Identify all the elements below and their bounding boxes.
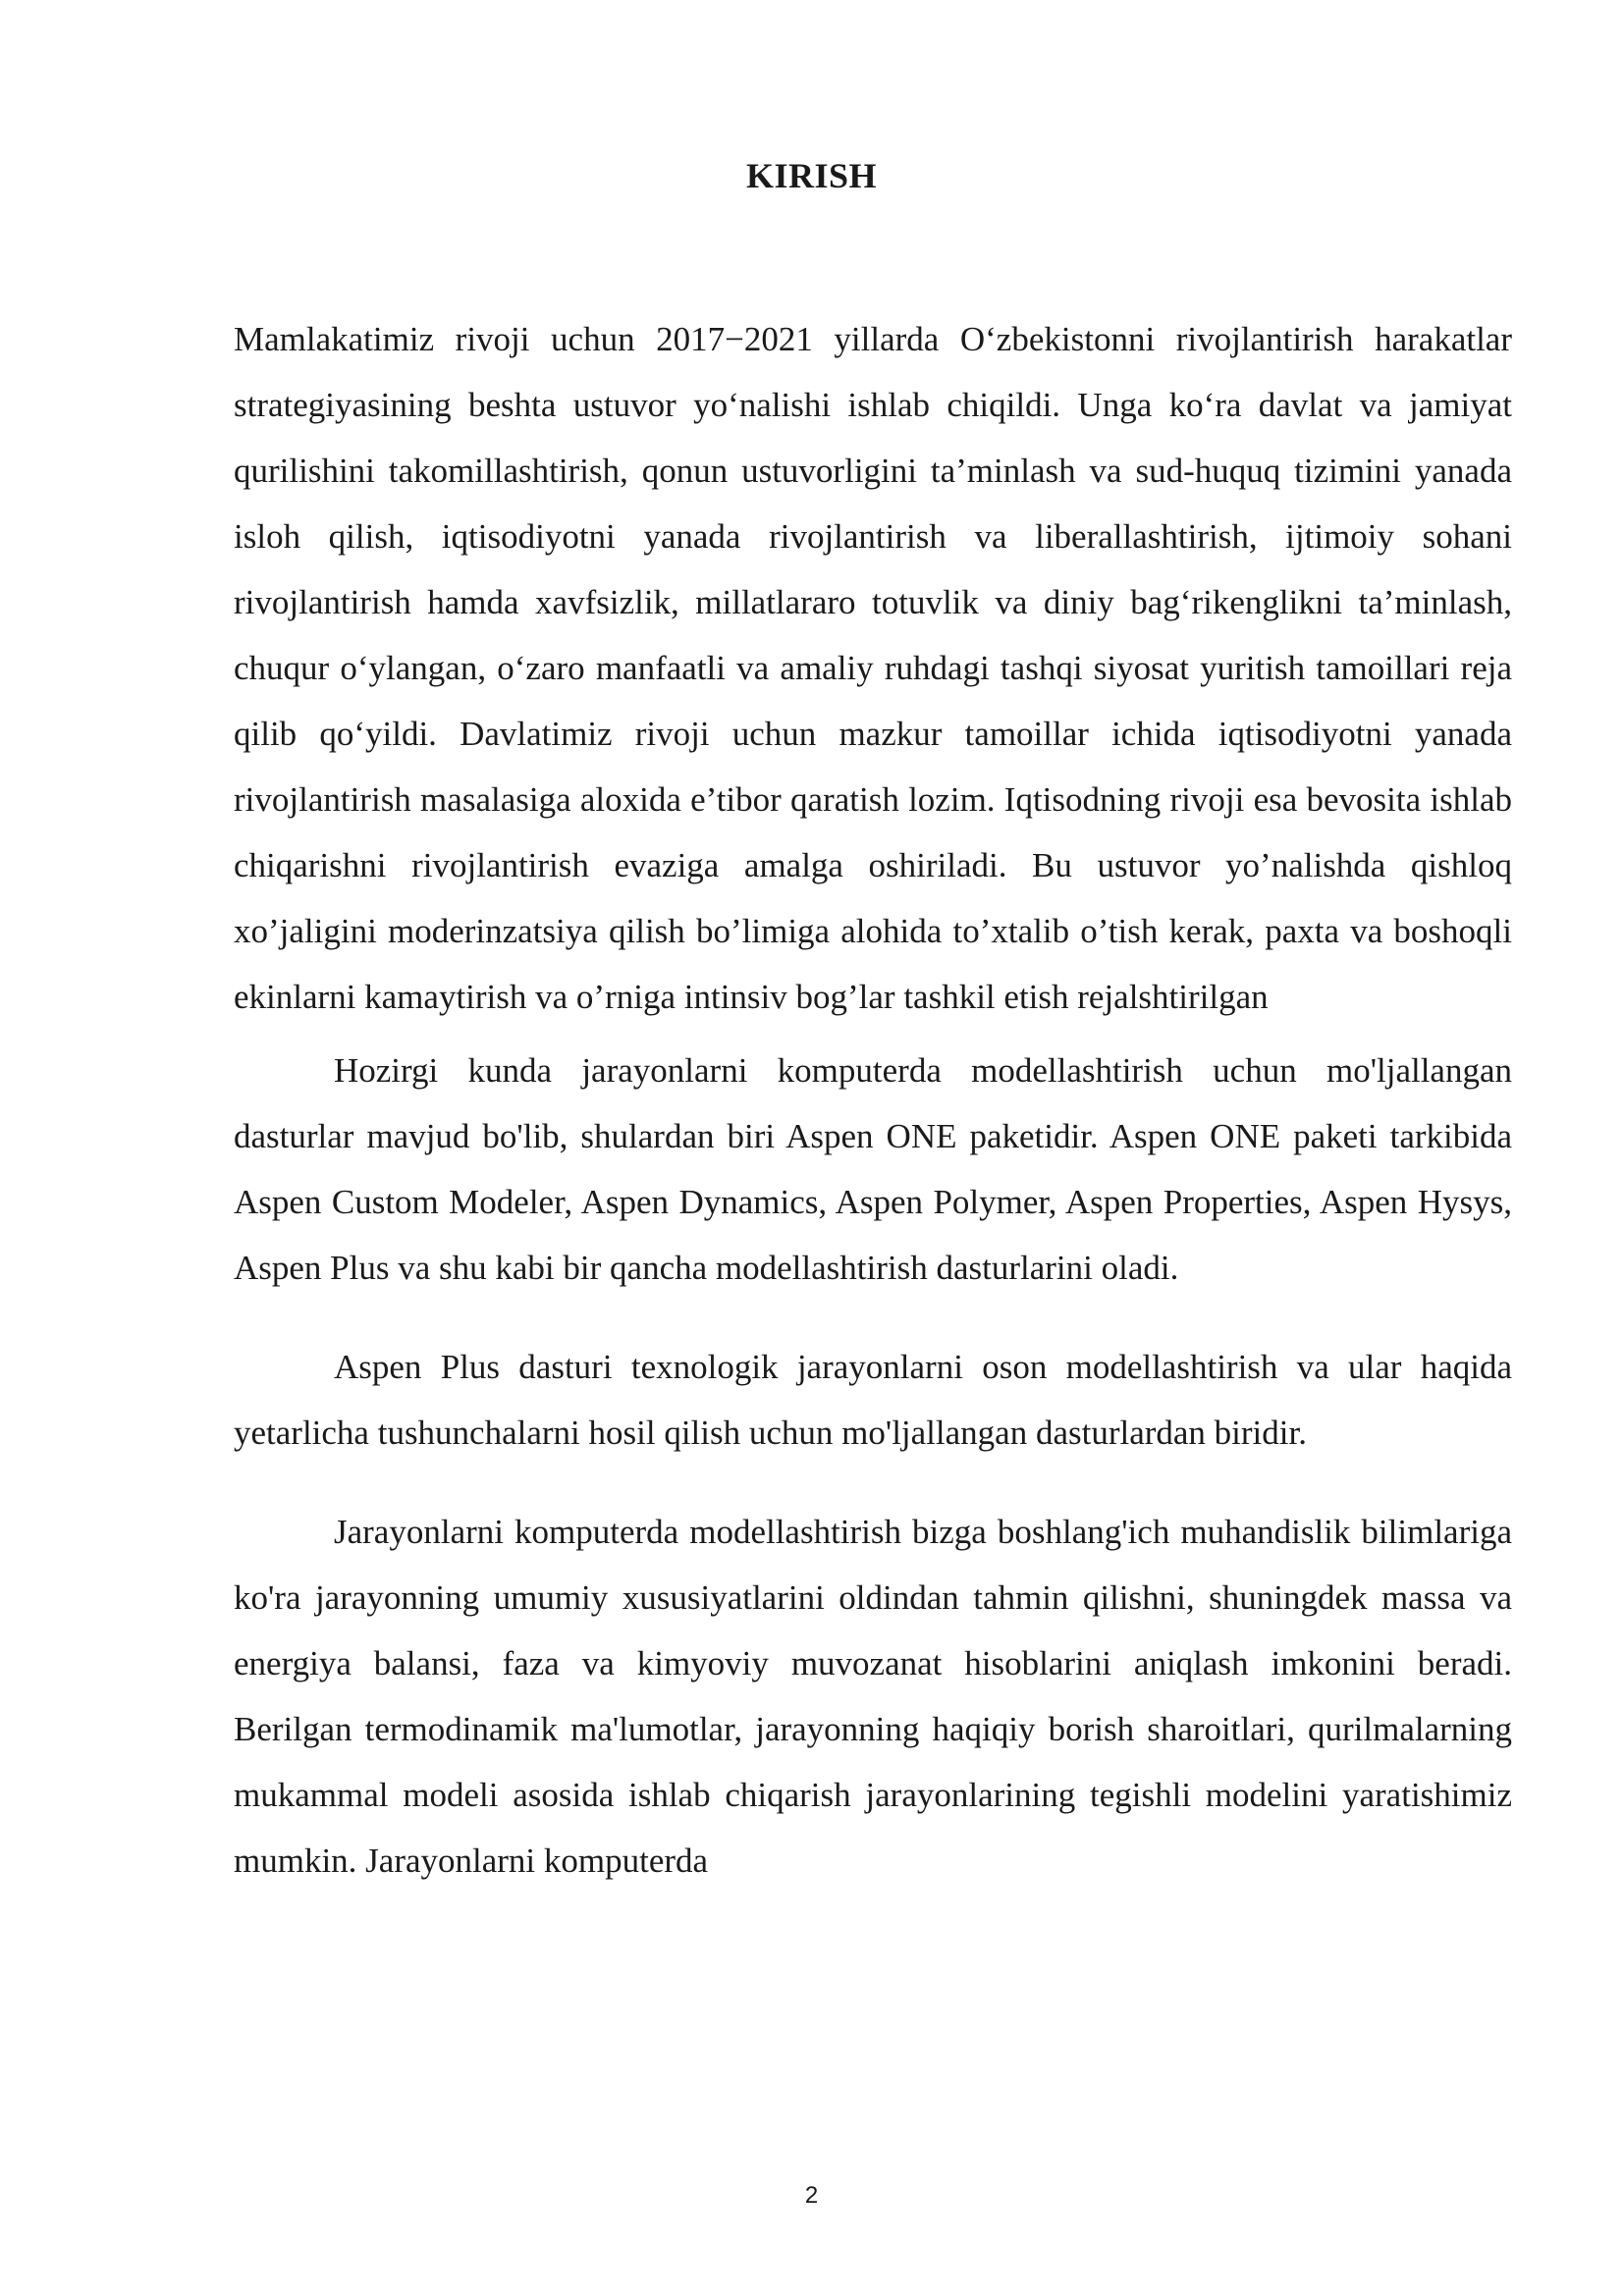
paragraph-modelling: Jarayonlarni komputerda modellashtirish bizga boshlang'ich muhandislik bilimlariga ko'ra jarayonning umumiy xususiyatlarini oldindan tahmin qilishni, shuningdek massa va energiya balansi, faza va kimyoviy muvozanat hisoblarini aniqlash imkonini beradi. Berilgan termodinamik ma'lumotlar, jarayonning haqiqiy borish sharoitlari, qurilmalarning mukammal modeli asosida ishlab chiqarish jarayonlarining tegishli modelini yaratishimiz mumkin. Jarayonlarni komputerda <box>234 1513 1512 1880</box>
paragraph-aspen-plus: Aspen Plus dasturi texnologik jarayonlarni oson modellashtirish va ular haqida yetarlicha tushunchalarni hosil qilish uchun mo'ljallangan dasturlardan biridir. <box>234 1348 1512 1452</box>
body-text <box>234 306 1512 1894</box>
paragraph-aspen-one: Hozirgi kunda jarayonlarni komputerda modellashtirish uchun mo'ljallangan dasturlar mavjud bo'lib, shulardan biri Aspen ONE paketidir. Aspen ONE paketi tarkibida Aspen Custom Modeler, Aspen Dynamics, Aspen Polymer, Aspen Properties, Aspen Hysys, Aspen Plus va shu kabi bir qancha modellashtirish dasturlarini oladi. <box>234 1051 1512 1287</box>
page-number: 2 <box>804 2182 819 2209</box>
page-title: KIRISH <box>745 156 878 195</box>
paragraph-intro: Mamlakatimiz rivoji uchun 2017−2021 yillarda O‘zbekistonni rivojlantirish harakatlar strategiyasining beshta ustuvor yo‘nalishi ishlab chiqildi. Unga ko‘ra davlat va jamiyat qurilishini takomillashtirish, qonun ustuvorligini ta’minlash va sud-huquq tizimini yanada isloh qilish, iqtisodiyotni yanada rivojlantirish va liberallashtirish, ijtimoiy sohani rivojlantirish hamda xavfsizlik, millatlararo totuvlik va diniy bag‘rikenglikni ta’minlash, chuqur o‘ylangan, o‘zaro manfaatli va amaliy ruhdagi tashqi siyosat yuritish tamoillari reja qilib qo‘yildi. Davlatimiz rivoji uchun mazkur tamoillar ichida iqtisodiyotni yanada rivojlantirish masalasiga aloxida e’tibor qaratish lozim. Iqtisodning rivoji esa bevosita ishlab chiqarishni rivojlantirish evaziga amalga oshiriladi. Bu ustuvor yo’nalishda qishloq xo’jaligini moderinzatsiya qilish bo’limiga alohida to’xtalib o’tish kerak, paxta va boshoqli ekinlarni kamaytirish va o’rniga intinsiv bog’lar tashkil etish rejalshtirilgan <box>234 320 1512 1016</box>
